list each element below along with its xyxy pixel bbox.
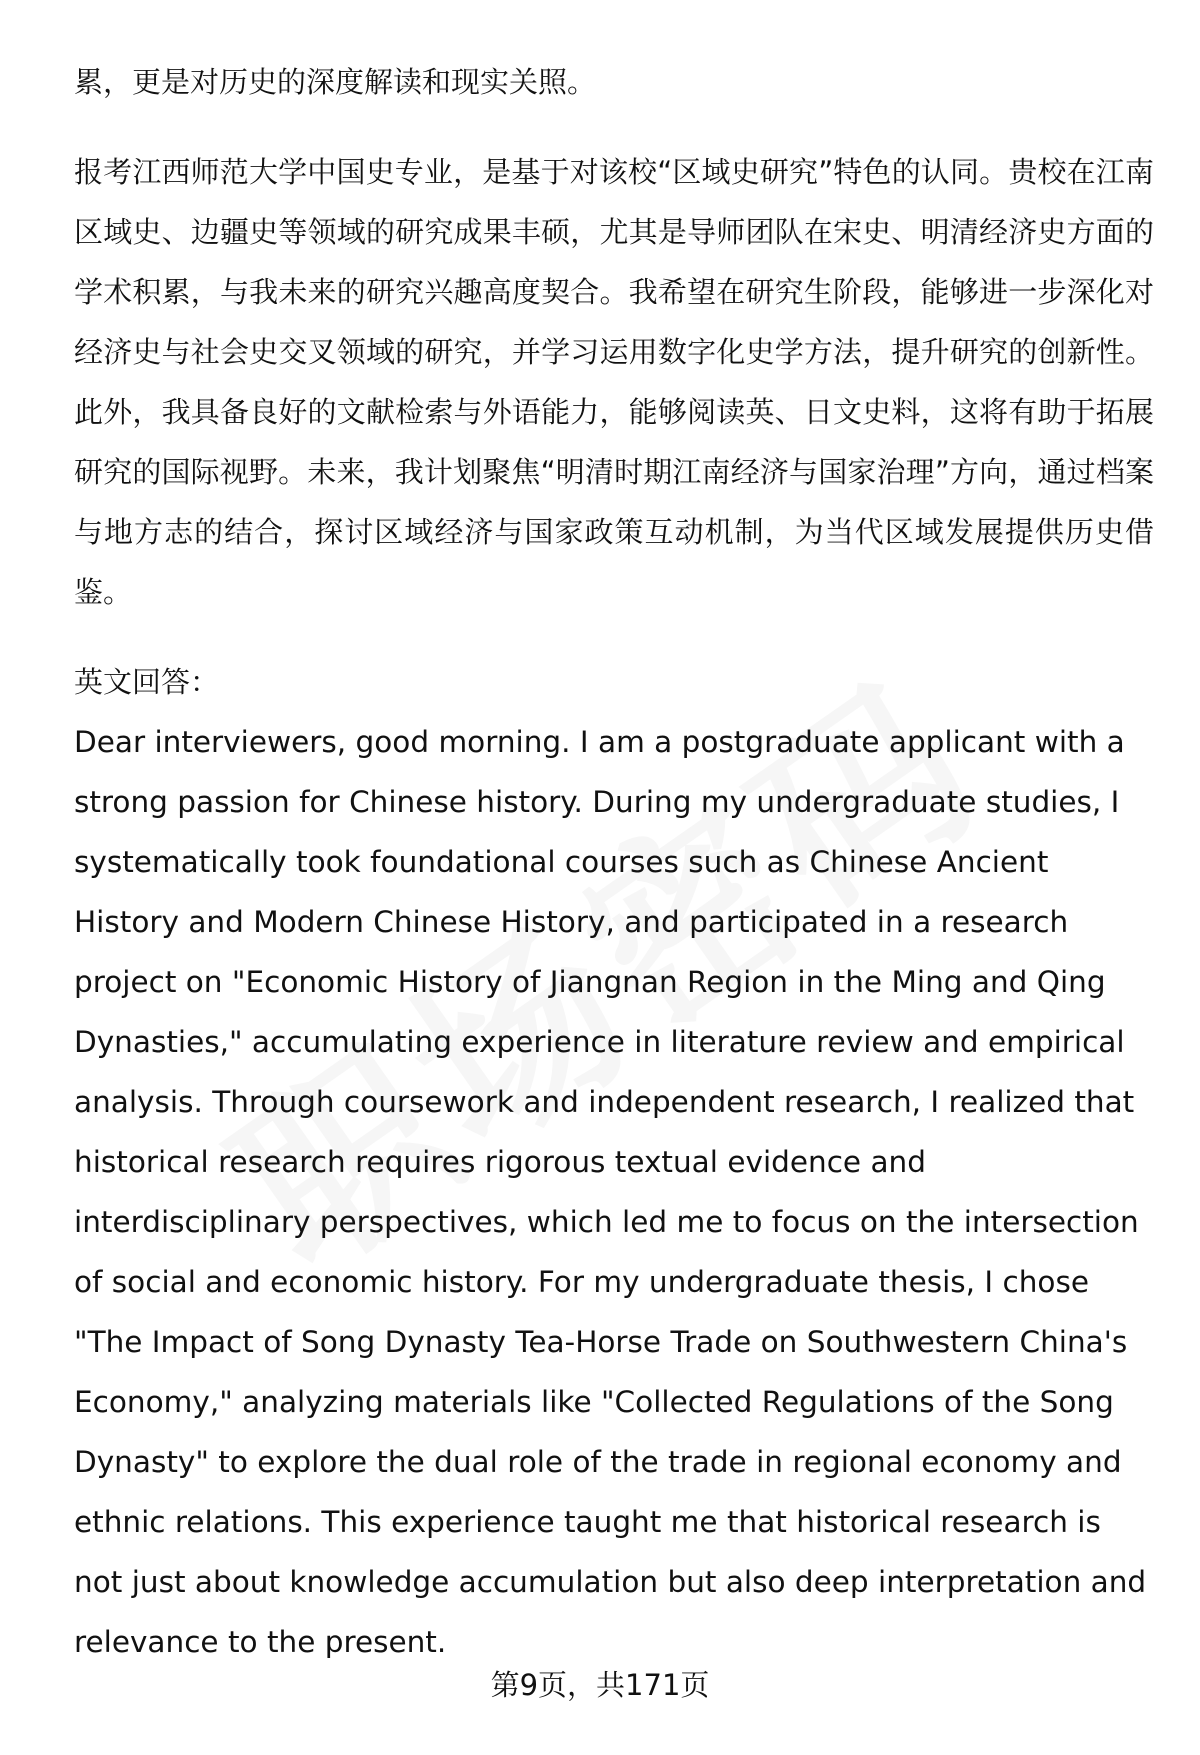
document-body — [74, 52, 1154, 1672]
paragraph-gap — [74, 622, 1154, 652]
page-footer: 第9页，共171页 — [490, 1668, 710, 1702]
paragraph-continuation: 累，更是对历史的深度解读和现实关照。 — [74, 65, 597, 99]
english-answer-text: Dear interviewers, good morning. I am a postgraduate applicant with a strong passion for Chinese history. During my undergraduate studies, I systematically took foundational courses such as Chinese Ancient History and Modern Chinese History, and participated in a research project on "Economic History of Jiangnan Region in the Ming and Qing Dynasties," accumulating experience in literature review and empirical analysis. Through coursework and independent research, I realized that historical research requires rigorous textual evidence and interdisciplinary perspectives, which led me to focus on the intersection of social and economic history. For my undergraduate thesis, I chose "The Impact of Song Dynasty Tea-Horse Trade on Southwestern China's Economy," analyzing materials like "Collected Regulations of the Song Dynasty" to explore the dual role of the trade in regional economy and ethnic relations. This experience taught me that historical research is not just about knowledge accumulation but also deep interpretation and relevance to the present. — [74, 725, 1147, 1659]
paragraph-gap — [74, 112, 1154, 142]
paragraph-chinese: 报考江西师范大学中国史专业，是基于对该校“区域史研究”特色的认同。贵校在江南区域史、边疆史等领域的研究成果丰硕，尤其是导师团队在宋史、明清经济史方面的学术积累，与我未来的研究兴趣高度契合。我希望在研究生阶段，能够进一步深化对经济史与社会史交叉领域的研究，并学习运用数字化史学方法，提升研究的创新性。此外，我具备良好的文献检索与外语能力，能够阅读英、日文史料，这将有助于拓展研究的国际视野。未来，我计划聚焦“明清时期江南经济与国家治理”方向，通过档案与地方志的结合，探讨区域经济与国家政策互动机制，为当代区域发展提供历史借鉴。 — [74, 155, 1154, 609]
english-answer-label: 英文回答： — [74, 665, 220, 699]
